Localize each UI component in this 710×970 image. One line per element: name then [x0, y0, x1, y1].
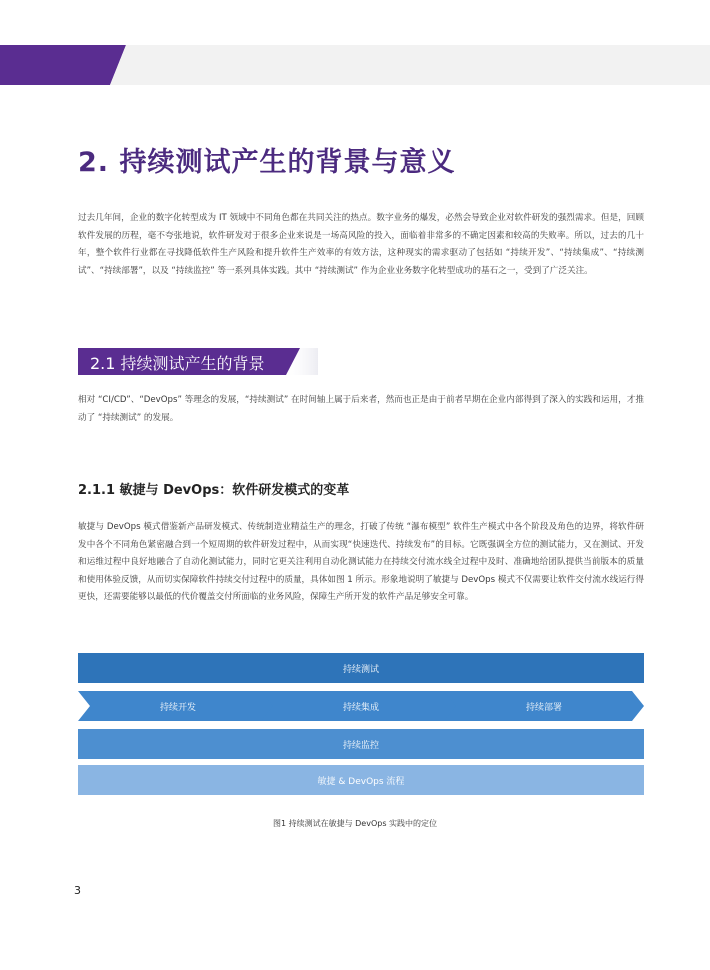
section-2-1-title: 2.1 持续测试产生的背景 [90, 354, 265, 373]
header-decoration-band [0, 45, 710, 85]
continuous-testing-bar [78, 653, 644, 683]
figure-caption: 图1 持续测试在敏捷与 DevOps 实践中的定位 [272, 819, 438, 828]
page-number: 3 [74, 884, 81, 897]
section-2-1-paragraph: 相对 “CI/CD”、“DevOps” 等理念的发展，“持续测试” 在时间轴上属于后来者，然而也正是由于前者早期在企业内部得到了深入的实践和运用，才推动了 “持续测试” 的发展。 [78, 395, 644, 423]
continuous-development-arrow [78, 691, 278, 721]
section-2-1-1-title: 2.1.1 敏捷与 DevOps：软件研发模式的变革 [78, 483, 350, 498]
agile-devops-flow-label: 敏捷 & DevOps 流程 [317, 776, 405, 787]
continuous-testing-diagram [78, 653, 644, 798]
agile-devops-flow-bar [78, 765, 644, 795]
continuous-monitoring-label: 持续监控 [342, 740, 379, 751]
continuous-development-label: 持续开发 [159, 702, 196, 713]
continuous-monitoring-bar [78, 729, 644, 759]
continuous-deployment-arrow [444, 691, 644, 721]
intro-paragraph: 过去几年间，企业的数字化转型成为 IT 领域中不同角色都在共同关注的热点。数字业务的爆发，必然会导致企业对软件研发的强烈需求。但是，回顾软件发展的历程，毫不夸张地说，软件研发对于很多企业来说是一场高风险的投入，面临着非常多的不确定因素和较高的失败率。所以，过去的几十年，整个软件行业都在寻找降低软件生产风险和提升软件生产效率的有效方法，这种现实的需求驱动了包括如 “持续开发”、“持续集成”、“持续测试”、“持续部署”，以及 “持续监控” 等一系列具体实践。其中 “持续测试” 作为企业业务数字化转型成功的基石之一，受到了广泛关注。 [78, 213, 644, 276]
page-title: 2. 持续测试产生的背景与意义 [78, 147, 456, 178]
section-2-1-banner [78, 348, 318, 375]
section-2-1-1-paragraph: 敏捷与 DevOps 模式借鉴新产品研发模式、传统制造业精益生产的理念，打破了传统 “瀑布模型” 软件生产模式中各个阶段及角色的边界，将软件研发中各个不同角色紧密融合到一个短周期的软件研发过程中，从而实现“快速迭代、持续发布”的目标。它既强调全方位的测试能力，又在测试、开发和运维过程中良好地融合了自动化测试能力，同时它更关注利用自动化测试能力在持续交付流水线全过程中及时、准确地给团队提供当前版本的质量和使用体验反馈，从而切实保障软件持续交付过程中的质量，具体如图 1 所示。形象地说明了敏捷与 DevOps 模式不仅需要让软件交付流水线运行得更快，还需要能够以最低的代价覆盖交付所面临的业务风险，保障生产所开发的软件产品足够安全可靠。 [78, 522, 644, 603]
continuous-testing-label: 持续测试 [342, 664, 379, 675]
continuous-integration-arrow [261, 691, 461, 721]
continuous-integration-label: 持续集成 [342, 702, 379, 713]
continuous-deployment-label: 持续部署 [525, 702, 562, 713]
